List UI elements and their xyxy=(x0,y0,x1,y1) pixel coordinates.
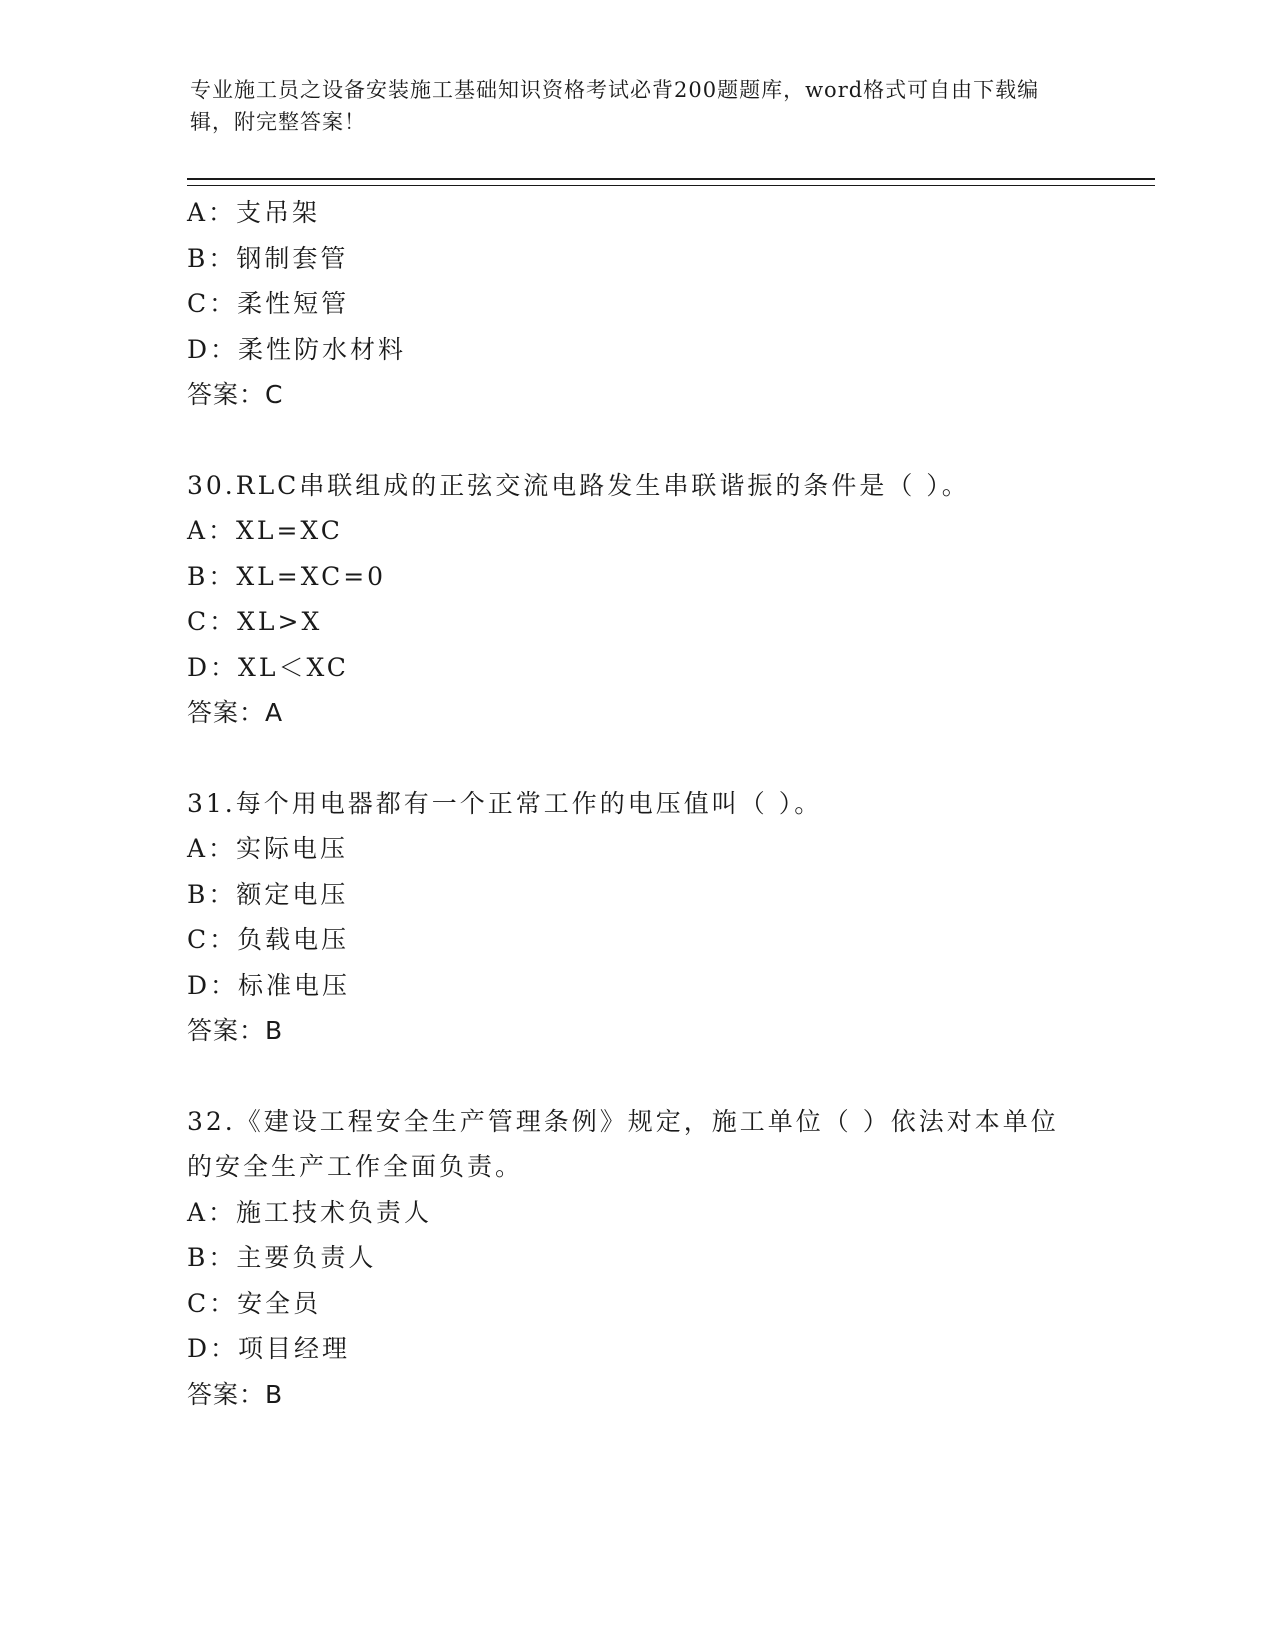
option-a: A：支吊架 xyxy=(187,198,321,227)
answer-line: 答案：B xyxy=(187,1016,284,1045)
option-c: C：安全员 xyxy=(187,1288,322,1318)
option-a: A：XL=XC xyxy=(187,516,343,545)
spacer xyxy=(187,736,1087,781)
option-d: D：项目经理 xyxy=(187,1334,351,1363)
option-b: B：主要负责人 xyxy=(187,1243,377,1272)
question-list xyxy=(187,190,1087,1417)
question-stem: 30.RLC串联组成的正弦交流电路发生串联谐振的条件是（ ）。 xyxy=(187,470,970,500)
answer-line: 答案：A xyxy=(187,698,284,727)
option-b: B：钢制套管 xyxy=(187,243,349,273)
option-b: B：XL=XC=0 xyxy=(187,561,387,591)
answer-line: 答案：B xyxy=(187,1379,284,1409)
question-32 xyxy=(187,1099,1087,1418)
option-a: A：实际电压 xyxy=(187,834,349,863)
answer-line: 答案：C xyxy=(187,380,284,409)
option-d: D：XL＜XC xyxy=(187,652,349,682)
option-a: A：施工技术负责人 xyxy=(187,1197,433,1227)
option-c: C：XL>X xyxy=(187,607,323,636)
question-29-continued xyxy=(187,190,1087,418)
question-stem: 32.《建设工程安全生产管理条例》规定，施工单位（ ）依法对本单位的安全生产工作全面负责。 xyxy=(187,1106,1059,1181)
option-c: C：负载电压 xyxy=(187,925,350,954)
option-b: B：额定电压 xyxy=(187,879,349,909)
option-c: C：柔性短管 xyxy=(187,289,350,318)
header-divider xyxy=(187,178,1155,186)
spacer xyxy=(187,1054,1087,1099)
question-30 xyxy=(187,463,1087,736)
spacer xyxy=(187,418,1087,463)
question-stem: 31.每个用电器都有一个正常工作的电压值叫（ ）。 xyxy=(187,788,823,818)
option-d: D：标准电压 xyxy=(187,970,351,1000)
question-31 xyxy=(187,781,1087,1054)
option-d: D：柔性防水材料 xyxy=(187,334,407,364)
document-header: 专业施工员之设备安装施工基础知识资格考试必背200题题库，word格式可自由下载编辑，附完整答案！ xyxy=(190,78,1040,134)
